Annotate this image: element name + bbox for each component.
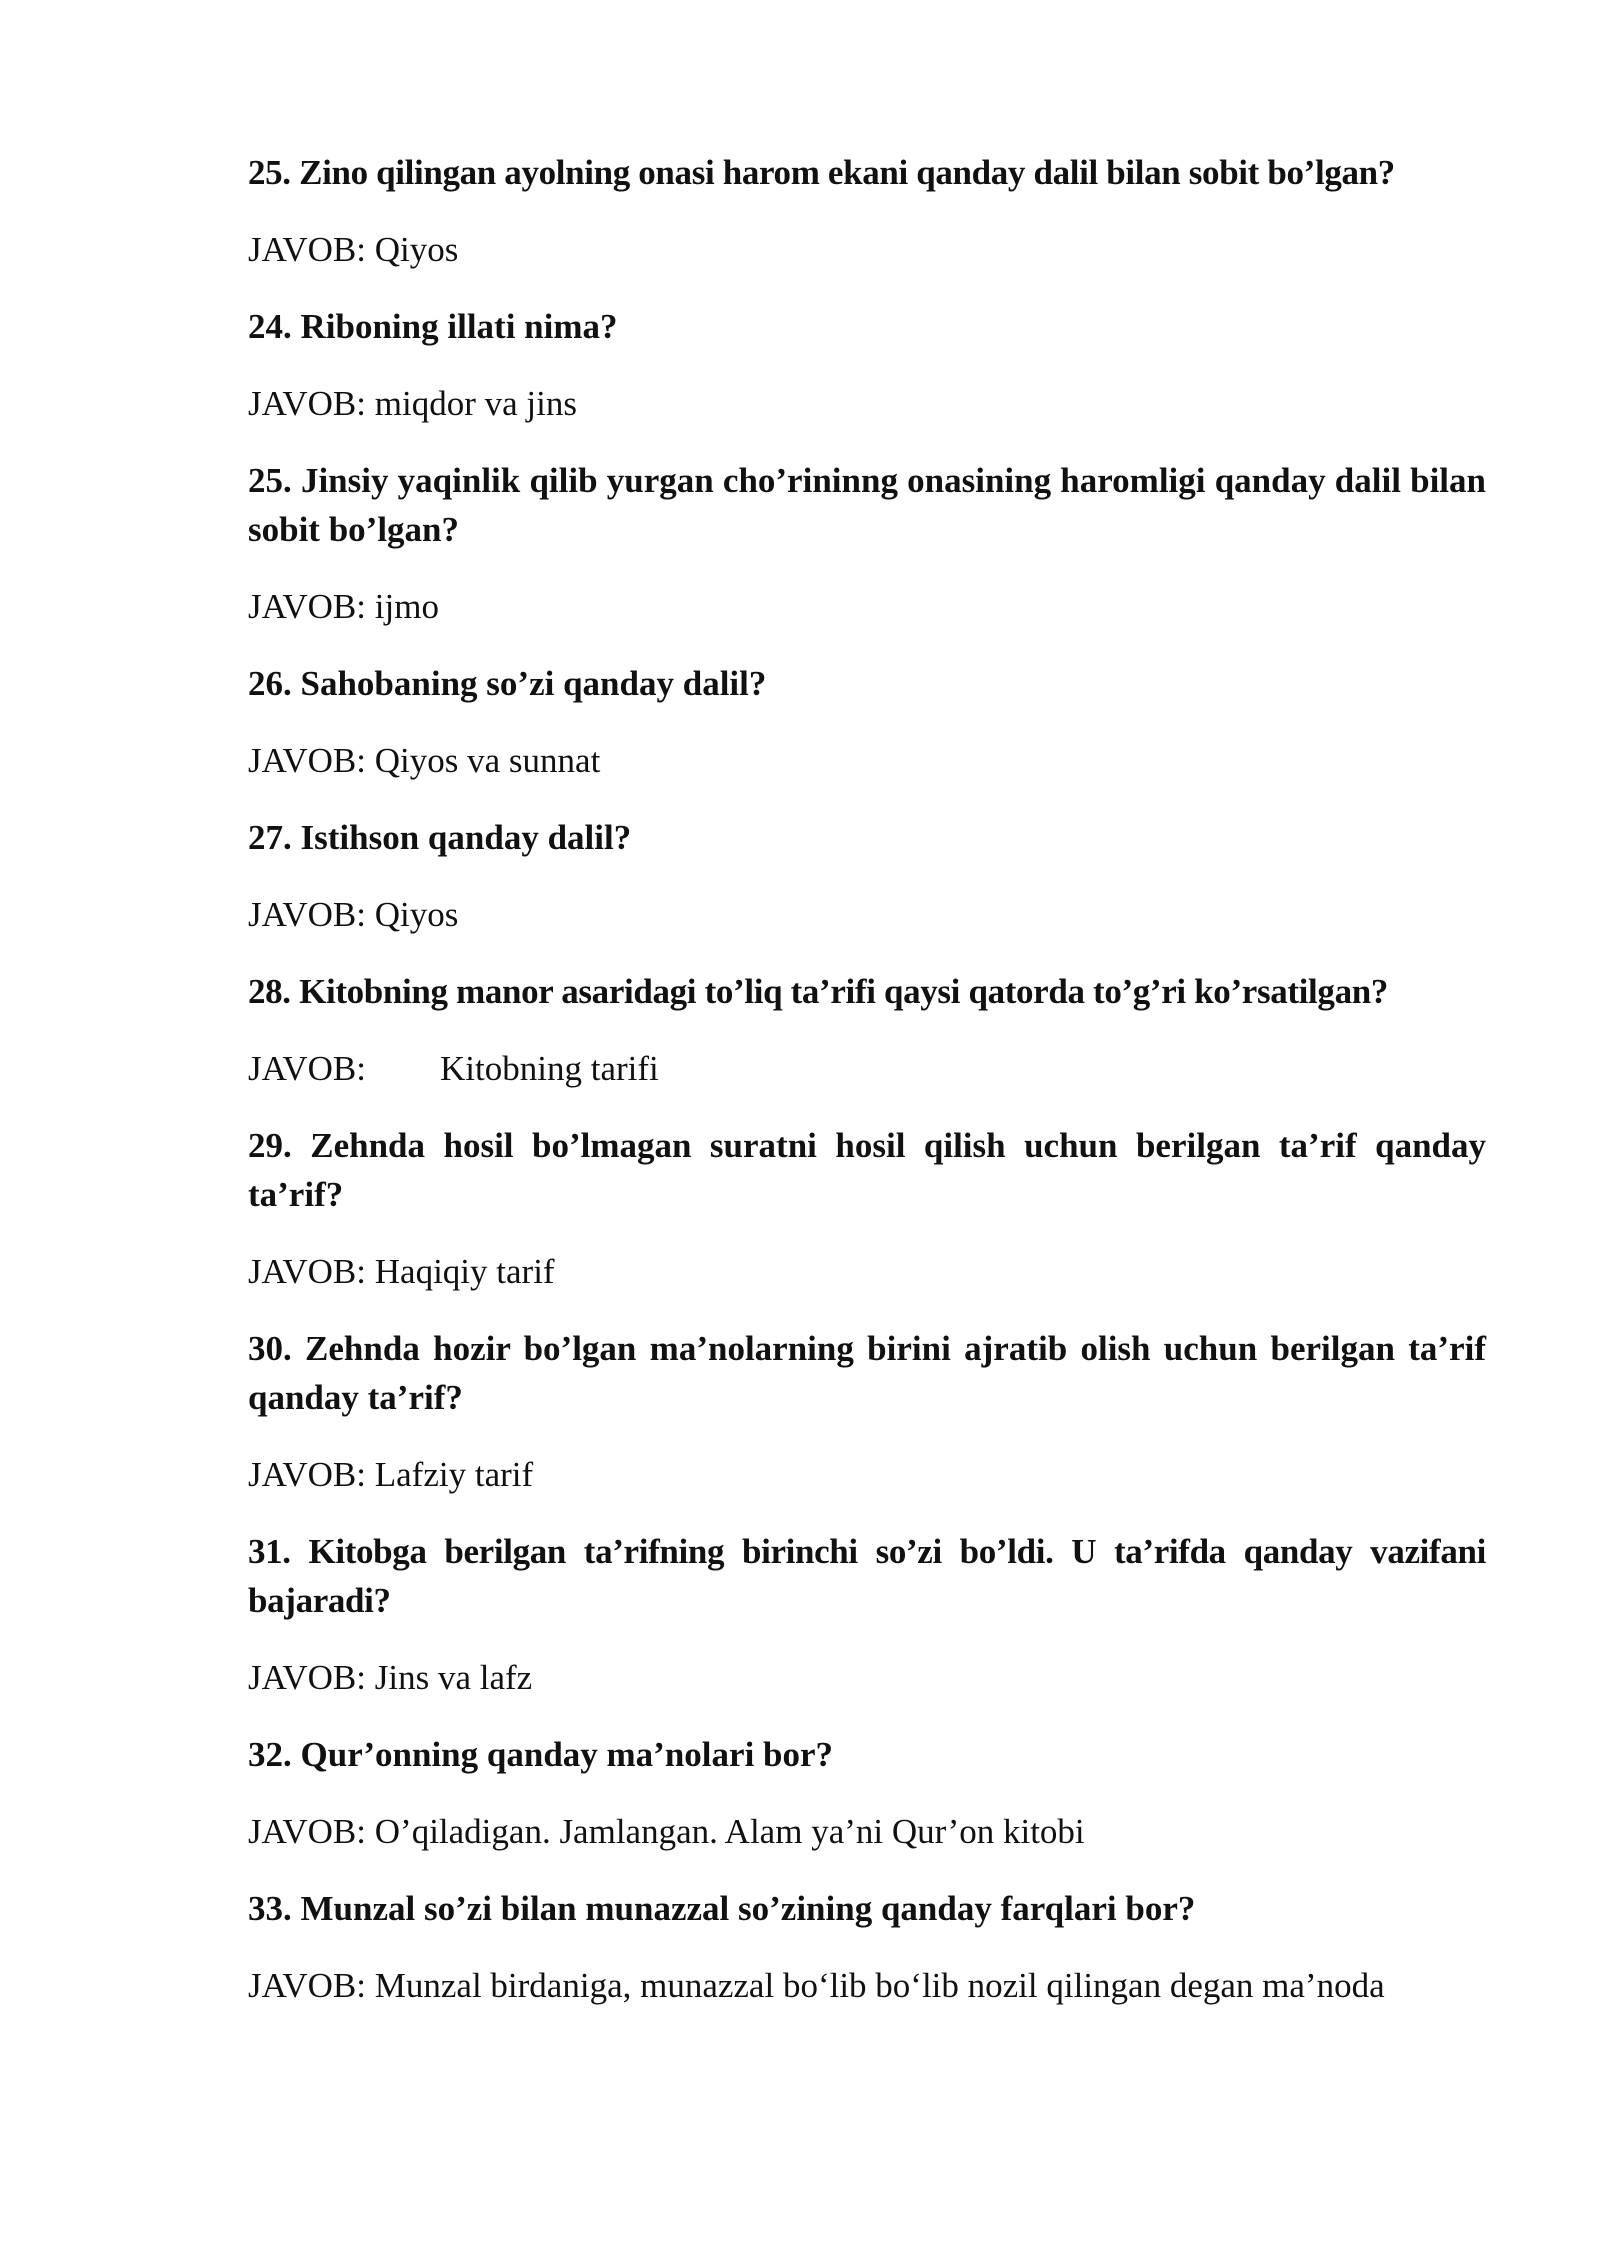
answer-label: JAVOB: [248,895,367,934]
answer-line [248,379,1486,428]
answer-label: JAVOB: [248,1966,367,2005]
answer-label: JAVOB: [248,741,367,780]
answer-line [248,225,1486,274]
answer-text: Qiyos [374,895,459,934]
question-text: 26. Sahobaning so’zi qanday dalil? [248,664,767,703]
answer-text: Lafziy tarif [374,1455,534,1494]
qa-item-10 [248,1730,1486,1856]
answer-text: Munzal birdaniga, munazzal bo‘lib bo‘lib nozil qilingan degan ma’noda [374,1966,1385,2005]
answer-text: Kitobning tarifi [440,1049,659,1088]
answer-label: JAVOB: [248,230,367,269]
question-text: 29. Zehnda hosil bo’lmagan suratni hosil qilish uchun berilgan ta’rif qanday ta’rif? [248,1126,1486,1214]
answer-line [248,1807,1486,1856]
qa-item-2 [248,302,1486,428]
qa-item-8 [248,1324,1486,1499]
answer-text: Jins va lafz [374,1658,533,1697]
answer-text: Qiyos [374,230,459,269]
answer-line [248,1247,1486,1296]
answer-label: JAVOB: [248,1252,367,1291]
question-text: 30. Zehnda hozir bo’lgan ma’nolarning birini ajratib olish uchun berilgan ta’rif qanday ta’rif? [248,1329,1486,1417]
answer-text: ijmo [374,587,439,626]
question-text: 27. Istihson qanday dalil? [248,818,632,857]
qa-item-11 [248,1884,1486,2010]
question-text: 32. Qur’onning qanday ma’nolari bor? [248,1735,834,1774]
qa-item-7 [248,1121,1486,1296]
qa-item-1 [248,148,1486,274]
question-text: 25. Jinsiy yaqinlik qilib yurgan cho’rininng onasining haromligi qanday dalil bilan sobit bo’lgan? [248,461,1486,549]
question-text: 31. Kitobga berilgan ta’rifning birinchi so’zi bo’ldi. U ta’rifda qanday vazifani bajaradi? [248,1532,1486,1620]
answer-text: Qiyos va sunnat [374,741,601,780]
question-text: 33. Munzal so’zi bilan munazzal so’zining qanday farqlari bor? [248,1889,1196,1928]
document-page [248,148,1486,2038]
answer-text: Haqiqiy tarif [374,1252,555,1291]
answer-line [248,736,1486,785]
answer-label: JAVOB: [248,1658,367,1697]
question-text: 28. Kitobning manor asaridagi to’liq ta’rifi qaysi qatorda to’g’ri ko’rsatilgan? [248,972,1388,1011]
question-text: 25. Zino qilingan ayolning onasi harom ekani qanday dalil bilan sobit bo’lgan? [248,153,1395,192]
answer-line [248,582,1486,631]
answer-line [248,1961,1486,2010]
qa-item-6 [248,967,1486,1093]
qa-item-5 [248,813,1486,939]
qa-item-4 [248,659,1486,785]
answer-line [248,1044,1486,1093]
answer-text: O’qiladigan. Jamlangan. Alam ya’ni Qur’on kitobi [374,1812,1085,1851]
answer-text: miqdor va jins [374,384,577,423]
answer-label: JAVOB: [248,1049,367,1088]
answer-label: JAVOB: [248,1812,367,1851]
answer-line [248,890,1486,939]
qa-item-9 [248,1527,1486,1702]
answer-line [248,1653,1486,1702]
answer-label: JAVOB: [248,384,367,423]
answer-label: JAVOB: [248,587,367,626]
answer-label: JAVOB: [248,1455,367,1494]
answer-line [248,1450,1486,1499]
question-text: 24. Riboning illati nima? [248,307,618,346]
qa-item-3 [248,456,1486,631]
